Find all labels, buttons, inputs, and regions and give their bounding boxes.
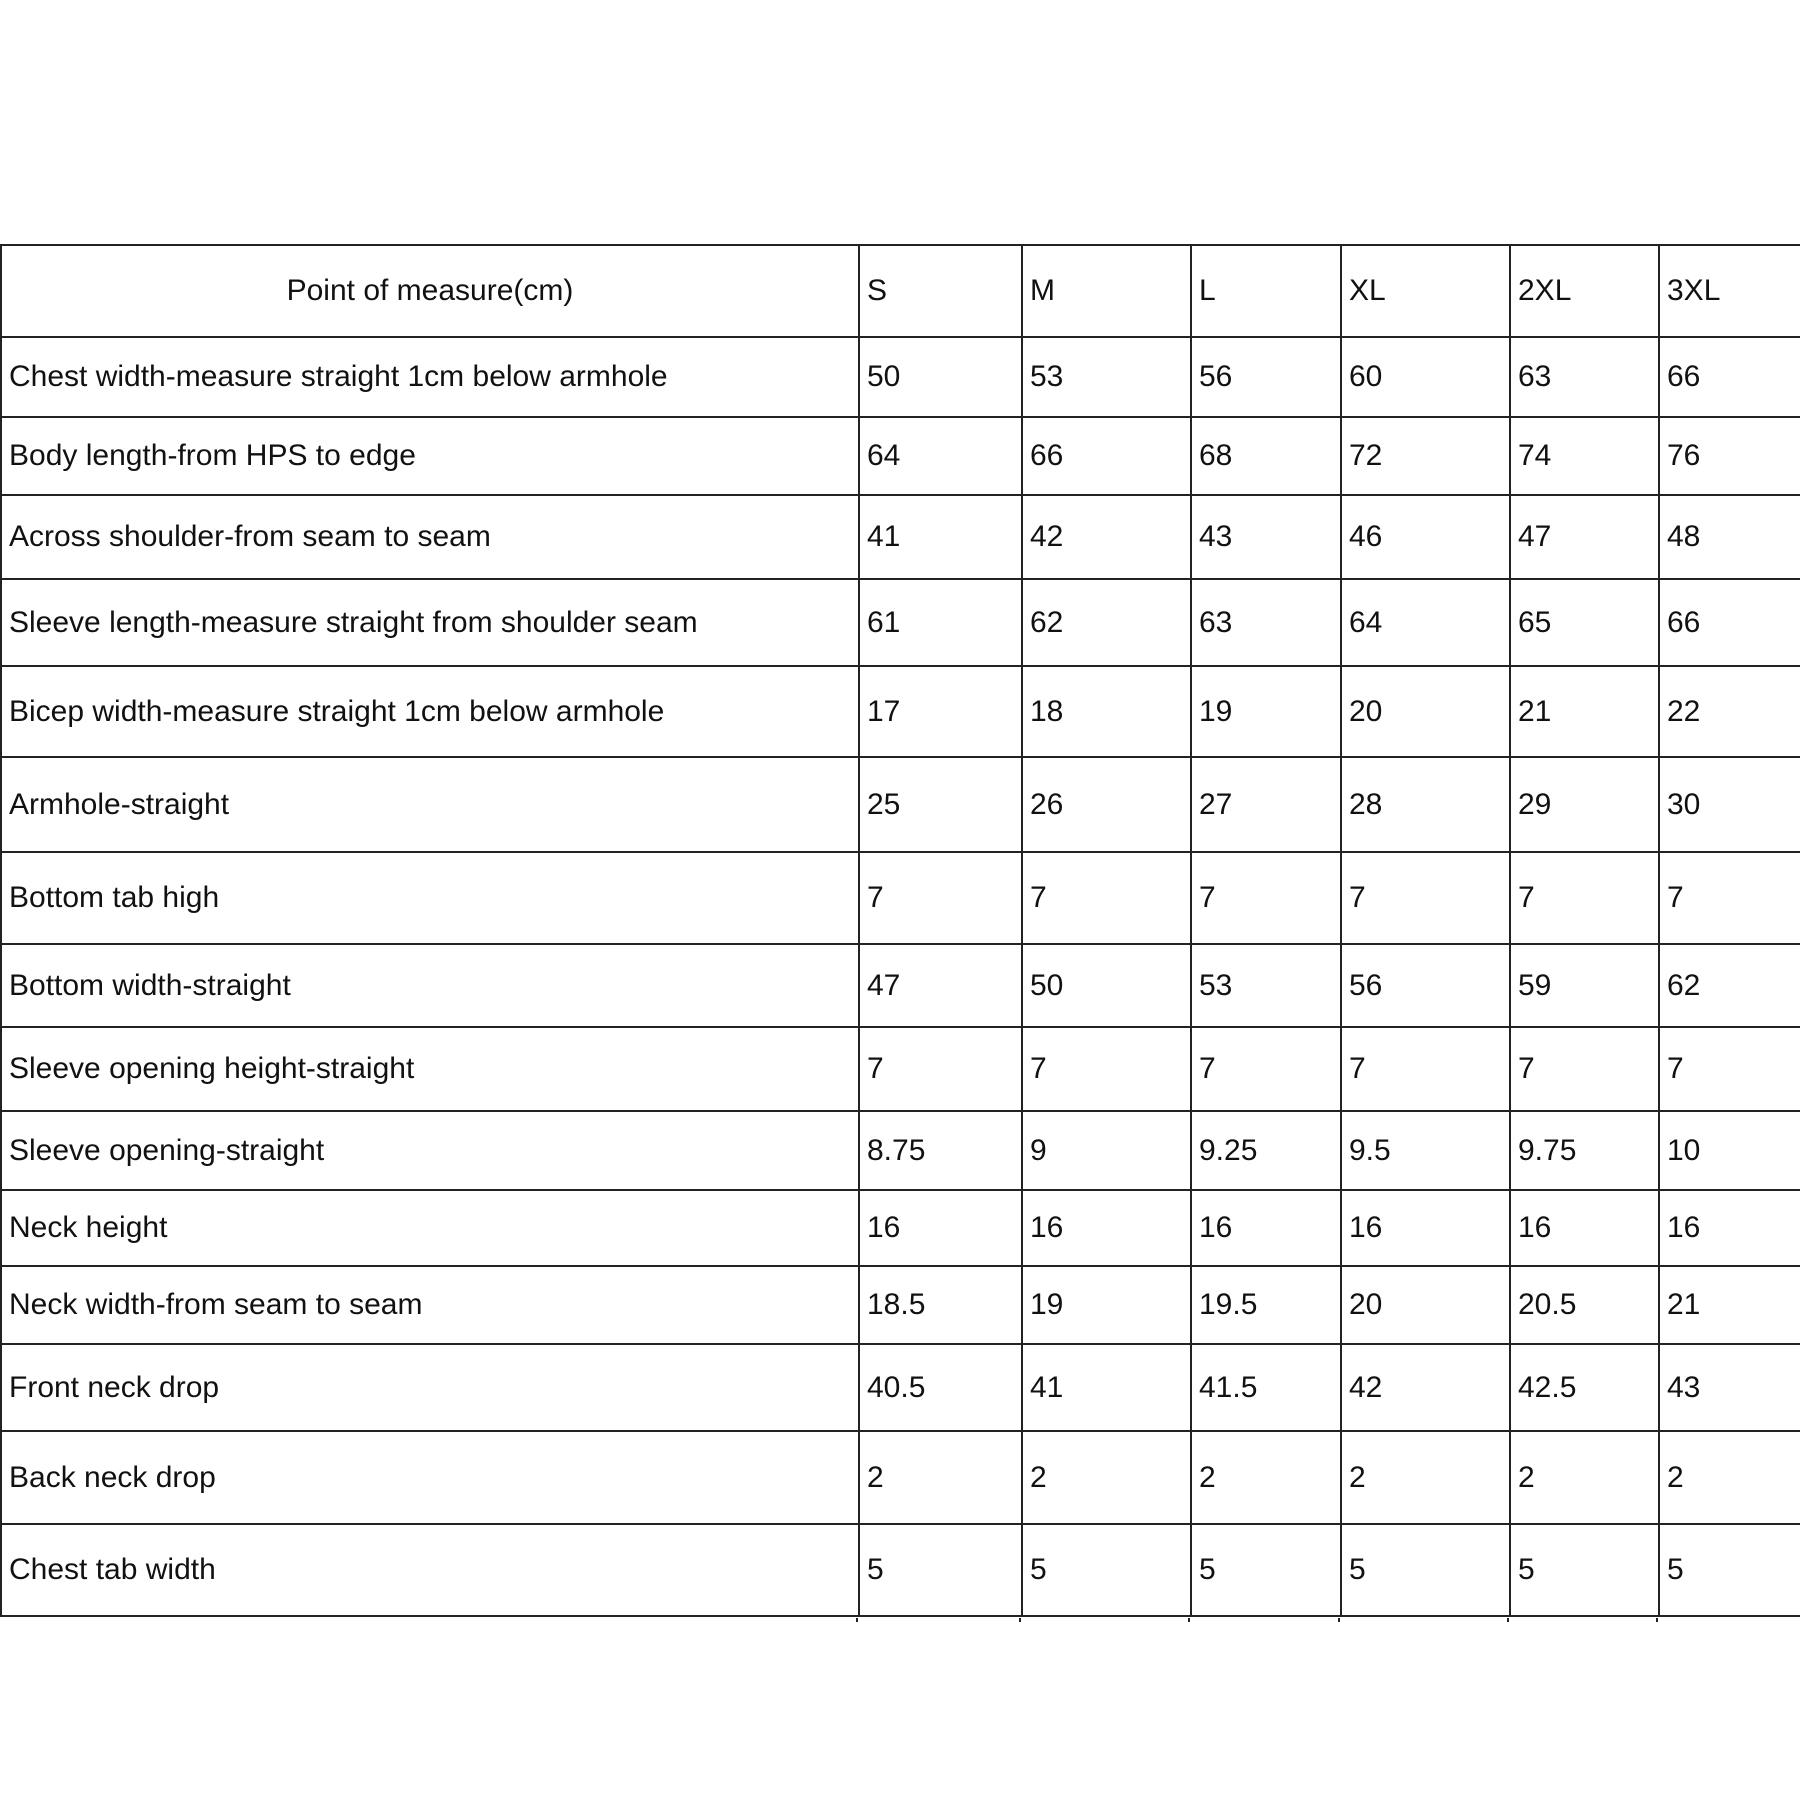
value-cell-3xl: 5 (1659, 1524, 1800, 1616)
table-row (1, 1266, 1800, 1344)
size-header-2xl: 2XL (1510, 245, 1659, 337)
size-header-xl: XL (1341, 245, 1510, 337)
value-cell-3xl: 62 (1659, 944, 1800, 1027)
value-cell-3xl: 48 (1659, 495, 1800, 579)
value-cell-xl: 9.5 (1341, 1111, 1510, 1190)
measure-label: Neck width-from seam to seam (1, 1266, 859, 1344)
value-cell-m: 53 (1022, 337, 1191, 417)
value-cell-2xl: 9.75 (1510, 1111, 1659, 1190)
value-cell-s: 2 (859, 1431, 1022, 1524)
value-cell-m: 19 (1022, 1266, 1191, 1344)
value-cell-3xl: 10 (1659, 1111, 1800, 1190)
value-cell-2xl: 21 (1510, 666, 1659, 757)
value-cell-3xl: 22 (1659, 666, 1800, 757)
value-cell-s: 50 (859, 337, 1022, 417)
value-cell-s: 8.75 (859, 1111, 1022, 1190)
table-row (1, 1524, 1800, 1616)
point-of-measure-header: Point of measure(cm) (1, 245, 859, 337)
value-cell-l: 19.5 (1191, 1266, 1341, 1344)
value-cell-2xl: 20.5 (1510, 1266, 1659, 1344)
table-row (1, 757, 1800, 852)
value-cell-s: 17 (859, 666, 1022, 757)
measure-label: Sleeve opening height-straight (1, 1027, 859, 1111)
value-cell-xl: 28 (1341, 757, 1510, 852)
value-cell-2xl: 59 (1510, 944, 1659, 1027)
value-cell-xl: 5 (1341, 1524, 1510, 1616)
value-cell-s: 41 (859, 495, 1022, 579)
value-cell-2xl: 29 (1510, 757, 1659, 852)
value-cell-xl: 64 (1341, 579, 1510, 666)
value-cell-l: 41.5 (1191, 1344, 1341, 1431)
value-cell-3xl: 43 (1659, 1344, 1800, 1431)
value-cell-3xl: 21 (1659, 1266, 1800, 1344)
value-cell-m: 7 (1022, 1027, 1191, 1111)
value-cell-l: 63 (1191, 579, 1341, 666)
value-cell-l: 7 (1191, 852, 1341, 944)
value-cell-s: 61 (859, 579, 1022, 666)
size-chart-body (1, 337, 1800, 1616)
value-cell-2xl: 5 (1510, 1524, 1659, 1616)
measure-label: Front neck drop (1, 1344, 859, 1431)
table-row (1, 417, 1800, 495)
value-cell-xl: 7 (1341, 1027, 1510, 1111)
value-cell-s: 16 (859, 1190, 1022, 1266)
value-cell-2xl: 7 (1510, 1027, 1659, 1111)
value-cell-2xl: 7 (1510, 852, 1659, 944)
table-row (1, 1027, 1800, 1111)
value-cell-3xl: 30 (1659, 757, 1800, 852)
table-row (1, 944, 1800, 1027)
size-header-l: L (1191, 245, 1341, 337)
value-cell-m: 5 (1022, 1524, 1191, 1616)
value-cell-l: 68 (1191, 417, 1341, 495)
column-rule-stub (1188, 1618, 1190, 1622)
value-cell-2xl: 16 (1510, 1190, 1659, 1266)
table-row (1, 1344, 1800, 1431)
value-cell-m: 62 (1022, 579, 1191, 666)
value-cell-s: 40.5 (859, 1344, 1022, 1431)
value-cell-2xl: 2 (1510, 1431, 1659, 1524)
column-rule-stub (1507, 1618, 1509, 1622)
value-cell-m: 26 (1022, 757, 1191, 852)
value-cell-3xl: 7 (1659, 1027, 1800, 1111)
column-rule-stub (856, 1618, 858, 1622)
table-row (1, 852, 1800, 944)
value-cell-l: 2 (1191, 1431, 1341, 1524)
measure-label: Body length-from HPS to edge (1, 417, 859, 495)
measure-label: Bicep width-measure straight 1cm below armhole (1, 666, 859, 757)
table-row (1, 1111, 1800, 1190)
value-cell-s: 18.5 (859, 1266, 1022, 1344)
value-cell-2xl: 65 (1510, 579, 1659, 666)
table-row (1, 579, 1800, 666)
value-cell-xl: 60 (1341, 337, 1510, 417)
measure-label: Back neck drop (1, 1431, 859, 1524)
size-chart-table (0, 244, 1800, 1617)
value-cell-3xl: 7 (1659, 852, 1800, 944)
value-cell-m: 18 (1022, 666, 1191, 757)
column-rule-stub (1019, 1618, 1021, 1622)
value-cell-s: 47 (859, 944, 1022, 1027)
table-bottom-edge (0, 1618, 1800, 1622)
table-row (1, 1431, 1800, 1524)
value-cell-2xl: 47 (1510, 495, 1659, 579)
column-rule-stub (1656, 1618, 1658, 1622)
value-cell-s: 5 (859, 1524, 1022, 1616)
value-cell-l: 43 (1191, 495, 1341, 579)
value-cell-s: 7 (859, 1027, 1022, 1111)
table-row (1, 337, 1800, 417)
value-cell-xl: 42 (1341, 1344, 1510, 1431)
value-cell-xl: 72 (1341, 417, 1510, 495)
value-cell-m: 7 (1022, 852, 1191, 944)
measure-label: Bottom width-straight (1, 944, 859, 1027)
value-cell-l: 5 (1191, 1524, 1341, 1616)
value-cell-l: 19 (1191, 666, 1341, 757)
value-cell-3xl: 2 (1659, 1431, 1800, 1524)
value-cell-xl: 20 (1341, 666, 1510, 757)
size-header-m: M (1022, 245, 1191, 337)
value-cell-m: 41 (1022, 1344, 1191, 1431)
value-cell-m: 42 (1022, 495, 1191, 579)
table-row (1, 495, 1800, 579)
measure-label: Across shoulder-from seam to seam (1, 495, 859, 579)
value-cell-m: 16 (1022, 1190, 1191, 1266)
value-cell-m: 66 (1022, 417, 1191, 495)
size-header-3xl: 3XL (1659, 245, 1800, 337)
value-cell-xl: 56 (1341, 944, 1510, 1027)
table-row (1, 666, 1800, 757)
table-row (1, 1190, 1800, 1266)
header-row (1, 245, 1800, 337)
measure-label: Sleeve opening-straight (1, 1111, 859, 1190)
value-cell-xl: 46 (1341, 495, 1510, 579)
value-cell-3xl: 16 (1659, 1190, 1800, 1266)
size-header-s: S (859, 245, 1022, 337)
measure-label: Armhole-straight (1, 757, 859, 852)
measure-label: Chest width-measure straight 1cm below armhole (1, 337, 859, 417)
value-cell-m: 50 (1022, 944, 1191, 1027)
value-cell-3xl: 66 (1659, 579, 1800, 666)
value-cell-2xl: 74 (1510, 417, 1659, 495)
value-cell-m: 9 (1022, 1111, 1191, 1190)
value-cell-l: 9.25 (1191, 1111, 1341, 1190)
measure-label: Bottom tab high (1, 852, 859, 944)
value-cell-xl: 7 (1341, 852, 1510, 944)
value-cell-xl: 16 (1341, 1190, 1510, 1266)
value-cell-l: 7 (1191, 1027, 1341, 1111)
value-cell-2xl: 63 (1510, 337, 1659, 417)
value-cell-l: 27 (1191, 757, 1341, 852)
value-cell-3xl: 76 (1659, 417, 1800, 495)
value-cell-m: 2 (1022, 1431, 1191, 1524)
value-cell-l: 53 (1191, 944, 1341, 1027)
value-cell-3xl: 66 (1659, 337, 1800, 417)
value-cell-s: 64 (859, 417, 1022, 495)
value-cell-2xl: 42.5 (1510, 1344, 1659, 1431)
measure-label: Chest tab width (1, 1524, 859, 1616)
value-cell-xl: 20 (1341, 1266, 1510, 1344)
value-cell-xl: 2 (1341, 1431, 1510, 1524)
column-rule-stub (1338, 1618, 1340, 1622)
value-cell-l: 16 (1191, 1190, 1341, 1266)
measure-label: Neck height (1, 1190, 859, 1266)
measure-label: Sleeve length-measure straight from shoulder seam (1, 579, 859, 666)
value-cell-s: 7 (859, 852, 1022, 944)
value-cell-s: 25 (859, 757, 1022, 852)
value-cell-l: 56 (1191, 337, 1341, 417)
